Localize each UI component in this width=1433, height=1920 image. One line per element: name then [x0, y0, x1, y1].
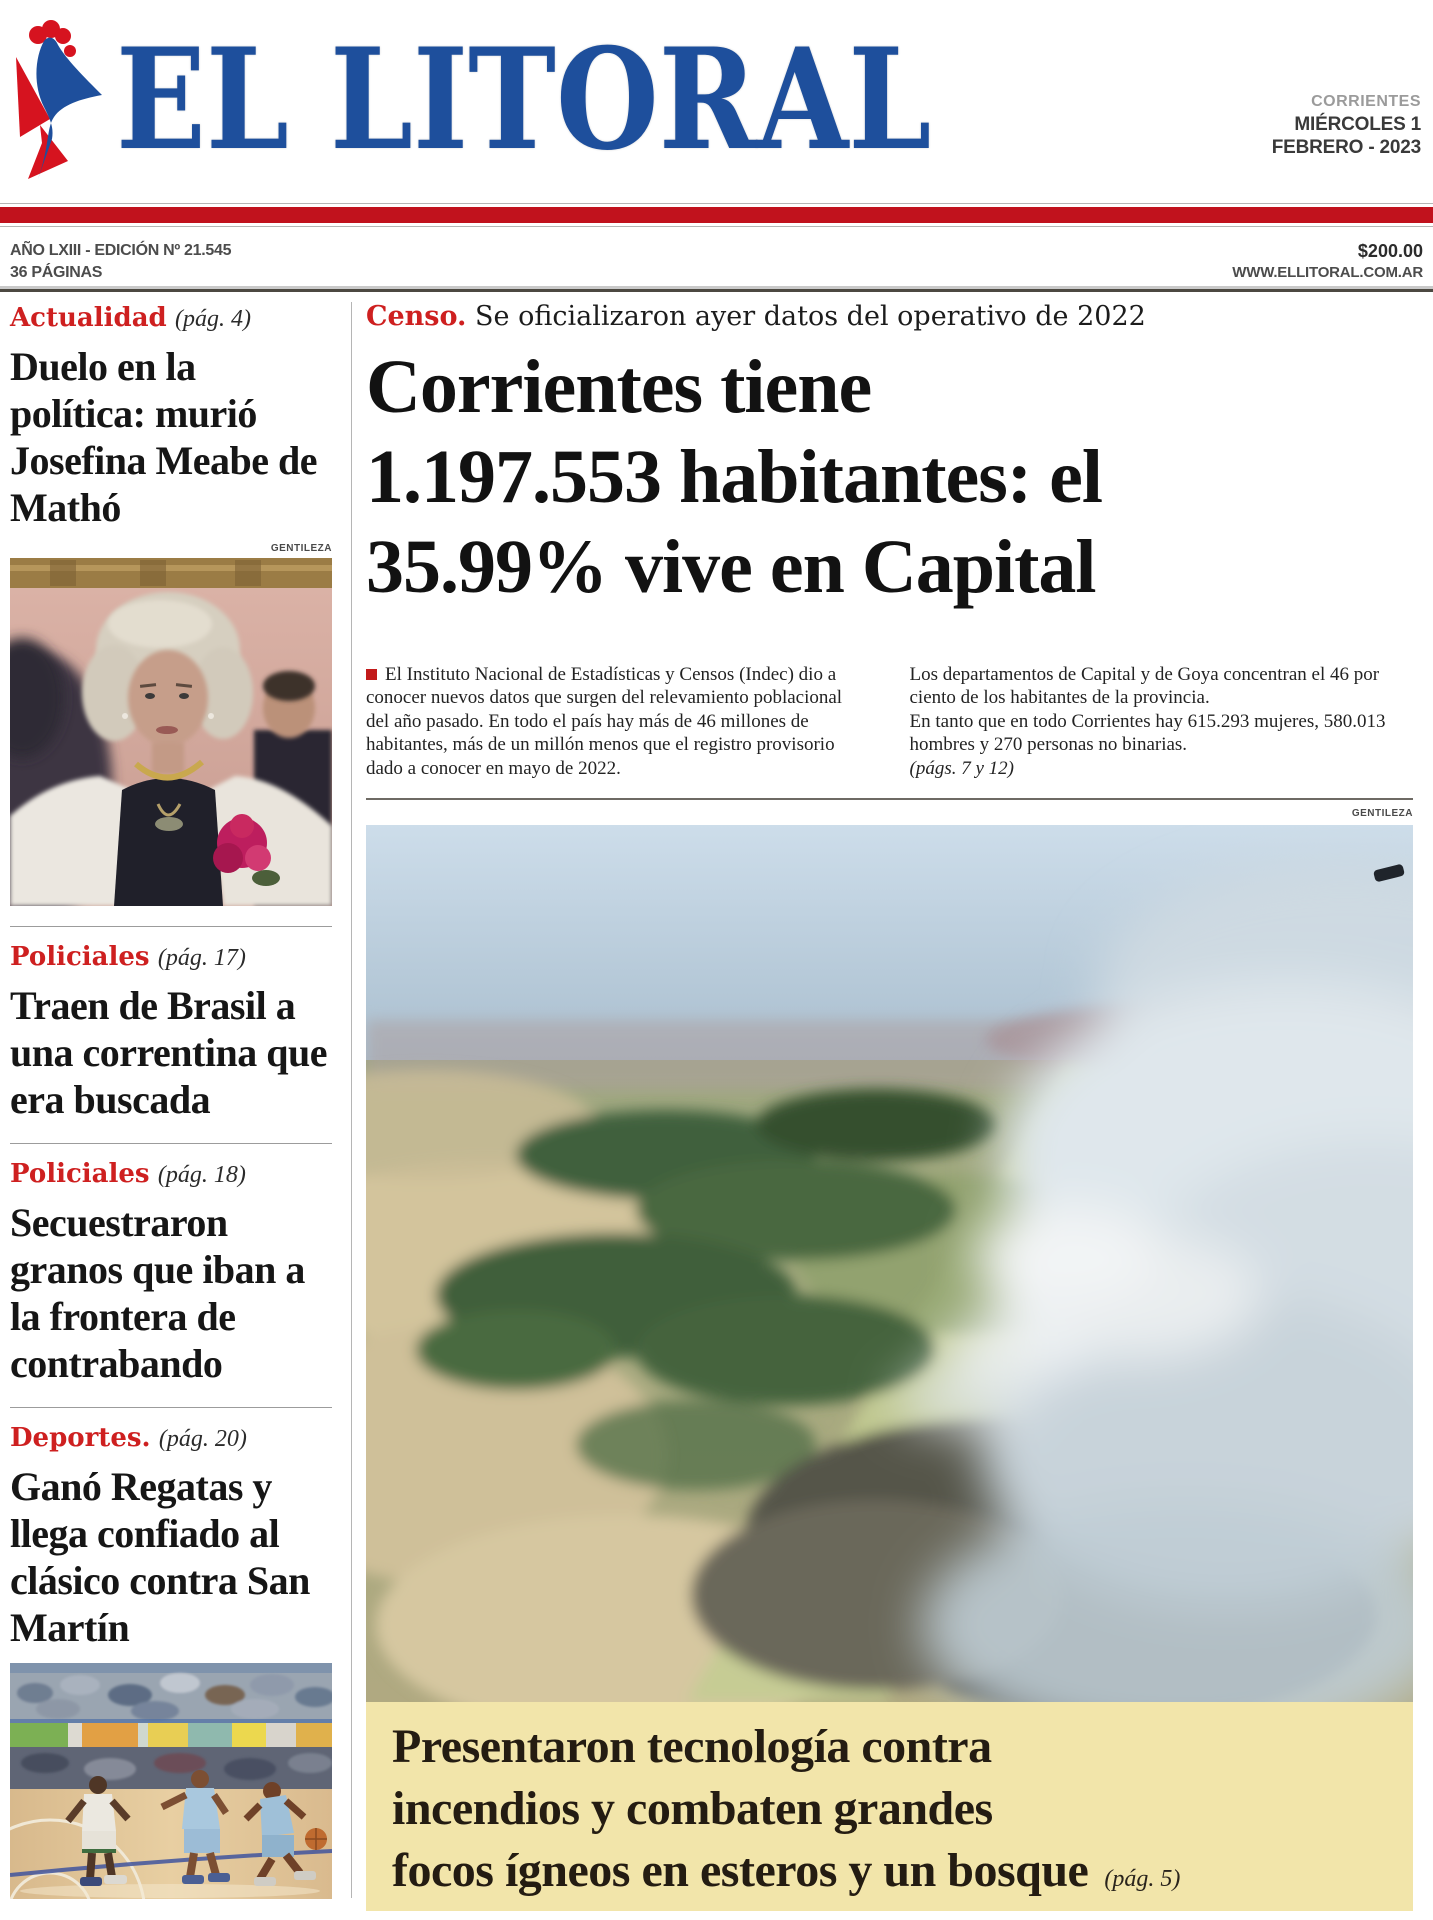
bottom-band — [366, 1702, 1413, 1911]
photo-credit: GENTILEZA — [270, 543, 332, 554]
headline-regatas: Ganó Regatas y llega confiado al clásico contra San Martín — [10, 1464, 310, 1650]
main-kicker-label: Censo. — [366, 301, 467, 332]
basketball-game-photo — [10, 1663, 332, 1899]
intro-right-paragraph-1: Los departamentos de Capital y de Goya concentran el 46 por ciento de los habitantes de la provincia. — [909, 663, 1380, 709]
josefina-portrait-photo — [10, 558, 332, 906]
main-headline — [366, 342, 1413, 612]
band-headline-line-1: Presentaron tecnología contra — [392, 1720, 992, 1774]
section-page-ref: (pág. 18) — [157, 1162, 246, 1188]
section-label: Policiales — [10, 1159, 150, 1189]
section-page-ref: (pág. 4) — [175, 306, 251, 332]
section-page-ref: (pág. 20) — [158, 1426, 247, 1452]
intro-photo-rule — [366, 798, 1413, 800]
headline-granos: Secuestraron granos que iban a la frontera de contrabando — [10, 1200, 305, 1386]
header-date-month: FEBRERO - 2023 — [1271, 137, 1421, 158]
main-column — [366, 300, 1413, 1911]
section-page-ref: (pág. 17) — [157, 945, 246, 971]
aerial-wildfire-photo — [366, 825, 1413, 1702]
band-headline-line-3-text: focos ígneos en esteros y un bosque — [392, 1844, 1089, 1898]
main-headline-line-2: 1.197.553 habitantes: el — [366, 435, 1102, 519]
left-column — [10, 302, 332, 1899]
aerial-photo-credit: GENTILEZA — [1351, 808, 1413, 820]
headline-brasil: Traen de Brasil a una correntina que era buscada — [10, 983, 327, 1122]
section-label: Deportes. — [10, 1423, 151, 1453]
column-divider — [351, 302, 352, 1898]
band-headline-line-3 — [392, 1840, 1403, 1910]
main-kicker-text: Se oficializaron ayer datos del operativo de 2022 — [475, 301, 1146, 332]
section-actualidad — [10, 302, 332, 906]
main-headline-line-1: Corrientes tiene — [366, 345, 872, 429]
intro-left-paragraph — [366, 663, 870, 781]
masthead-title: EL LITORAL — [116, 17, 932, 182]
header-region: CORRIENTES — [1311, 93, 1421, 110]
masthead-rule — [0, 289, 1433, 292]
red-square-bullet-icon — [366, 669, 377, 680]
intro-left-text: El Instituto Nacional de Estadísticas y Censos (Indec) dio a conocer nuevos datos que surgen del relevamiento poblacional del año pasado. En todo el país hay más de 46 millones de habitantes, más de un millón menos que el registro provisorio dado a conocer en mayo de 2022. — [366, 663, 843, 779]
headline-josefina: Duelo en la política: murió Josefina Meabe de Mathó — [10, 344, 318, 530]
section-policiales-18 — [10, 1143, 332, 1387]
section-label: Actualidad — [10, 303, 167, 333]
main-headline-line-3: 35.99% vive en Capital — [366, 525, 1096, 609]
rooster-logo-icon — [10, 20, 114, 184]
edition-info-row — [10, 240, 1423, 284]
header-date-block — [1272, 90, 1421, 159]
section-policiales-17 — [10, 926, 332, 1123]
cover-price: $200.00 — [1357, 241, 1423, 261]
band-headline-line-2: incendios y combaten grandes — [392, 1782, 993, 1836]
intro-right-paragraph-2: En tanto que en todo Corrientes hay 615.293 mujeres, 580.013 hombres y 270 personas no binarias. — [909, 710, 1386, 756]
main-intro — [366, 663, 1413, 781]
section-deportes — [10, 1407, 332, 1899]
intro-pages-ref: (págs. 7 y 12) — [909, 757, 1014, 779]
header-date-weekday: MIÉRCOLES 1 — [1294, 114, 1421, 135]
pages-line: 36 PÁGINAS — [10, 264, 103, 281]
band-page-ref: (pág. 5) — [1104, 1866, 1181, 1893]
masthead-red-bar — [0, 203, 1433, 227]
edition-line: AÑO LXIII - EDICIÓN Nº 21.545 — [10, 242, 232, 259]
section-label: Policiales — [10, 942, 150, 972]
website-url: WWW.ELLITORAL.COM.AR — [1232, 264, 1423, 281]
main-kicker — [366, 300, 1413, 334]
